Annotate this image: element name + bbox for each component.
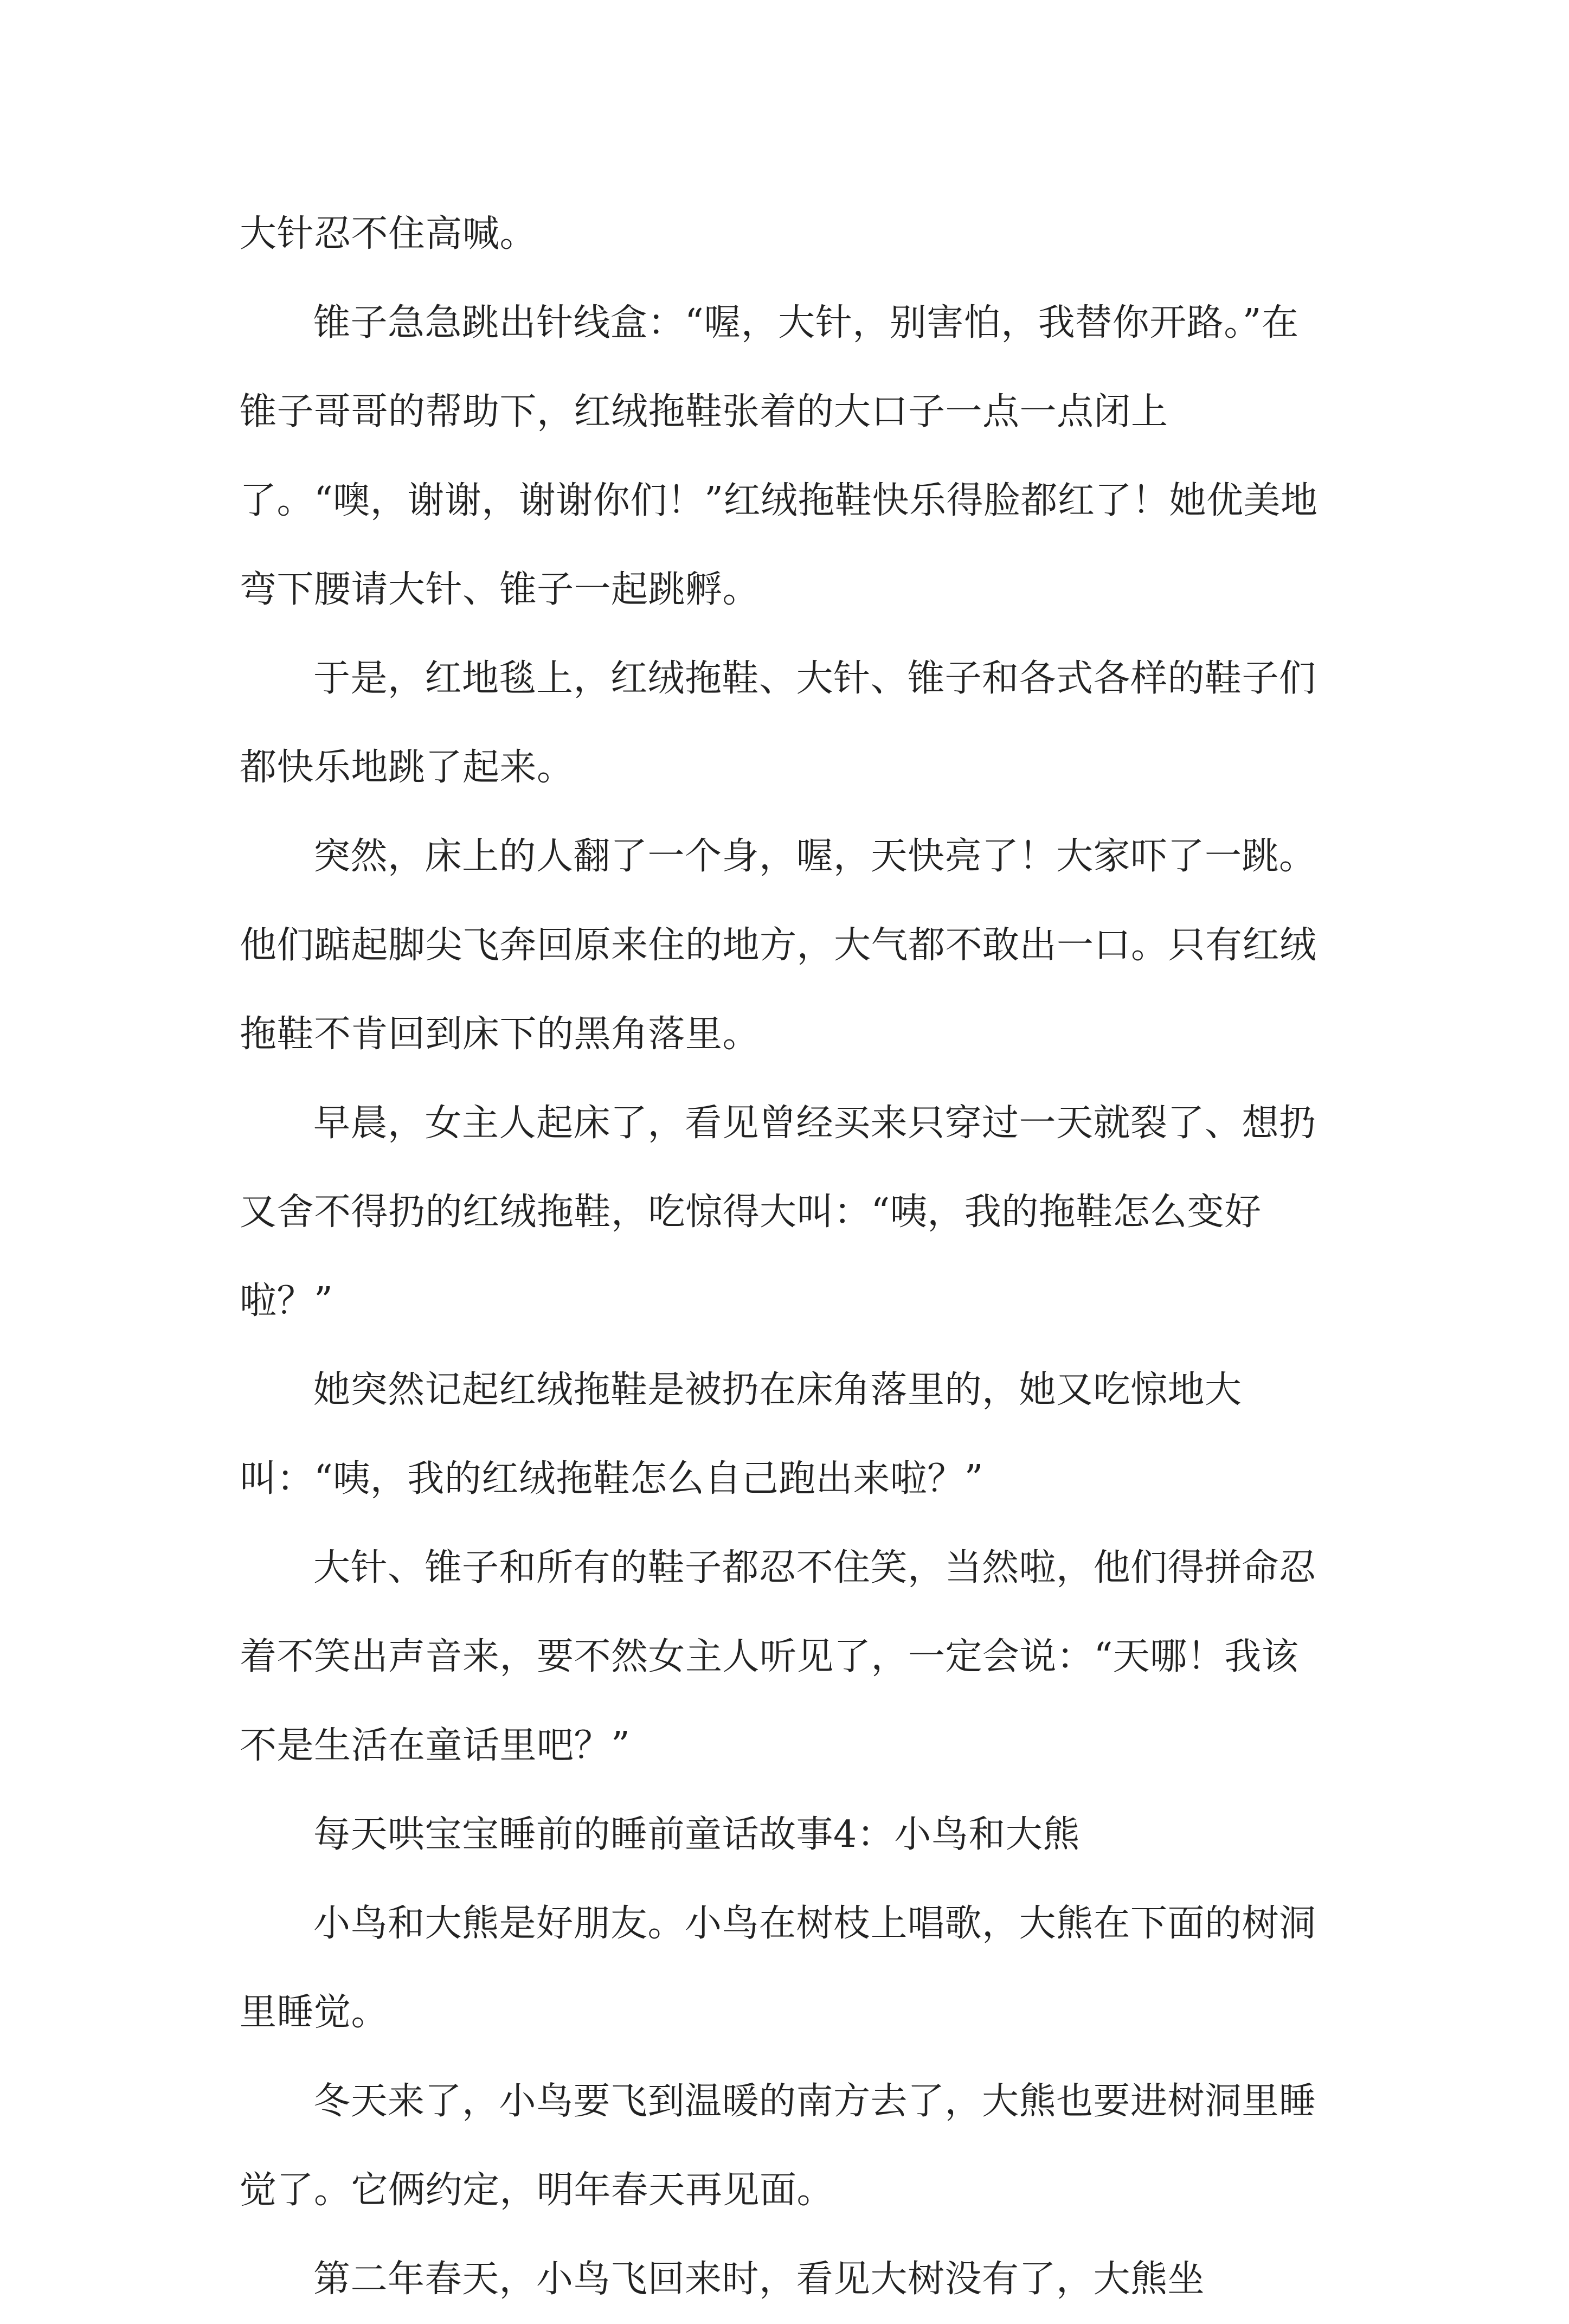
paragraph: 第二年春天，小鸟飞回来时，看见大树没有了，大熊坐	[313, 2258, 1205, 2301]
paragraph: 她突然记起红绒拖鞋是被扔在床角落里的，她又吃惊地大叫：“咦，我的红绒拖鞋怎么自己跑出来啦？”	[240, 1369, 1242, 1500]
paragraph: 突然，床上的人翻了一个身，喔，天快亮了！大家吓了一跳。他们踮起脚尖飞奔回原来住的地方，大气都不敢出一口。只有红绒拖鞋不肯回到床下的黑角落里。	[240, 835, 1317, 1056]
paragraph-continuation: 大针忍不住高喊。	[240, 213, 537, 255]
paragraph: 冬天来了，小鸟要飞到温暖的南方去了，大熊也要进树洞里睡觉了。它俩约定，明年春天再见面。	[240, 2080, 1316, 2212]
story-heading: 每天哄宝宝睡前的睡前童话故事4：小鸟和大熊	[313, 1813, 1080, 1856]
paragraph: 早晨，女主人起床了，看见曾经买来只穿过一天就裂了、想扔又舍不得扔的红绒拖鞋，吃惊得大叫：“咦，我的拖鞋怎么变好啦？”	[240, 1102, 1316, 1323]
paragraph: 大针、锥子和所有的鞋子都忍不住笑，当然啦，他们得拼命忍着不笑出声音来，要不然女主人听见了，一定会说：“天哪！我该不是生活在童话里吧？”	[240, 1546, 1316, 1767]
paragraph: 小鸟和大熊是好朋友。小鸟在树枝上唱歌，大熊在下面的树洞里睡觉。	[240, 1902, 1316, 2034]
paragraph: 锥子急急跳出针线盒：“喔，大针，别害怕，我替你开路。”在锥子哥哥的帮助下，红绒拖鞋张着的大口子一点一点闭上了。“噢，谢谢，谢谢你们！”红绒拖鞋快乐得脸都红了！她优美地弯下腰请大针、锥子一起跳孵。	[240, 301, 1318, 611]
paragraph: 于是，红地毯上，红绒拖鞋、大针、锥子和各式各样的鞋子们都快乐地跳了起来。	[240, 657, 1316, 789]
body-text	[240, 190, 1335, 2324]
